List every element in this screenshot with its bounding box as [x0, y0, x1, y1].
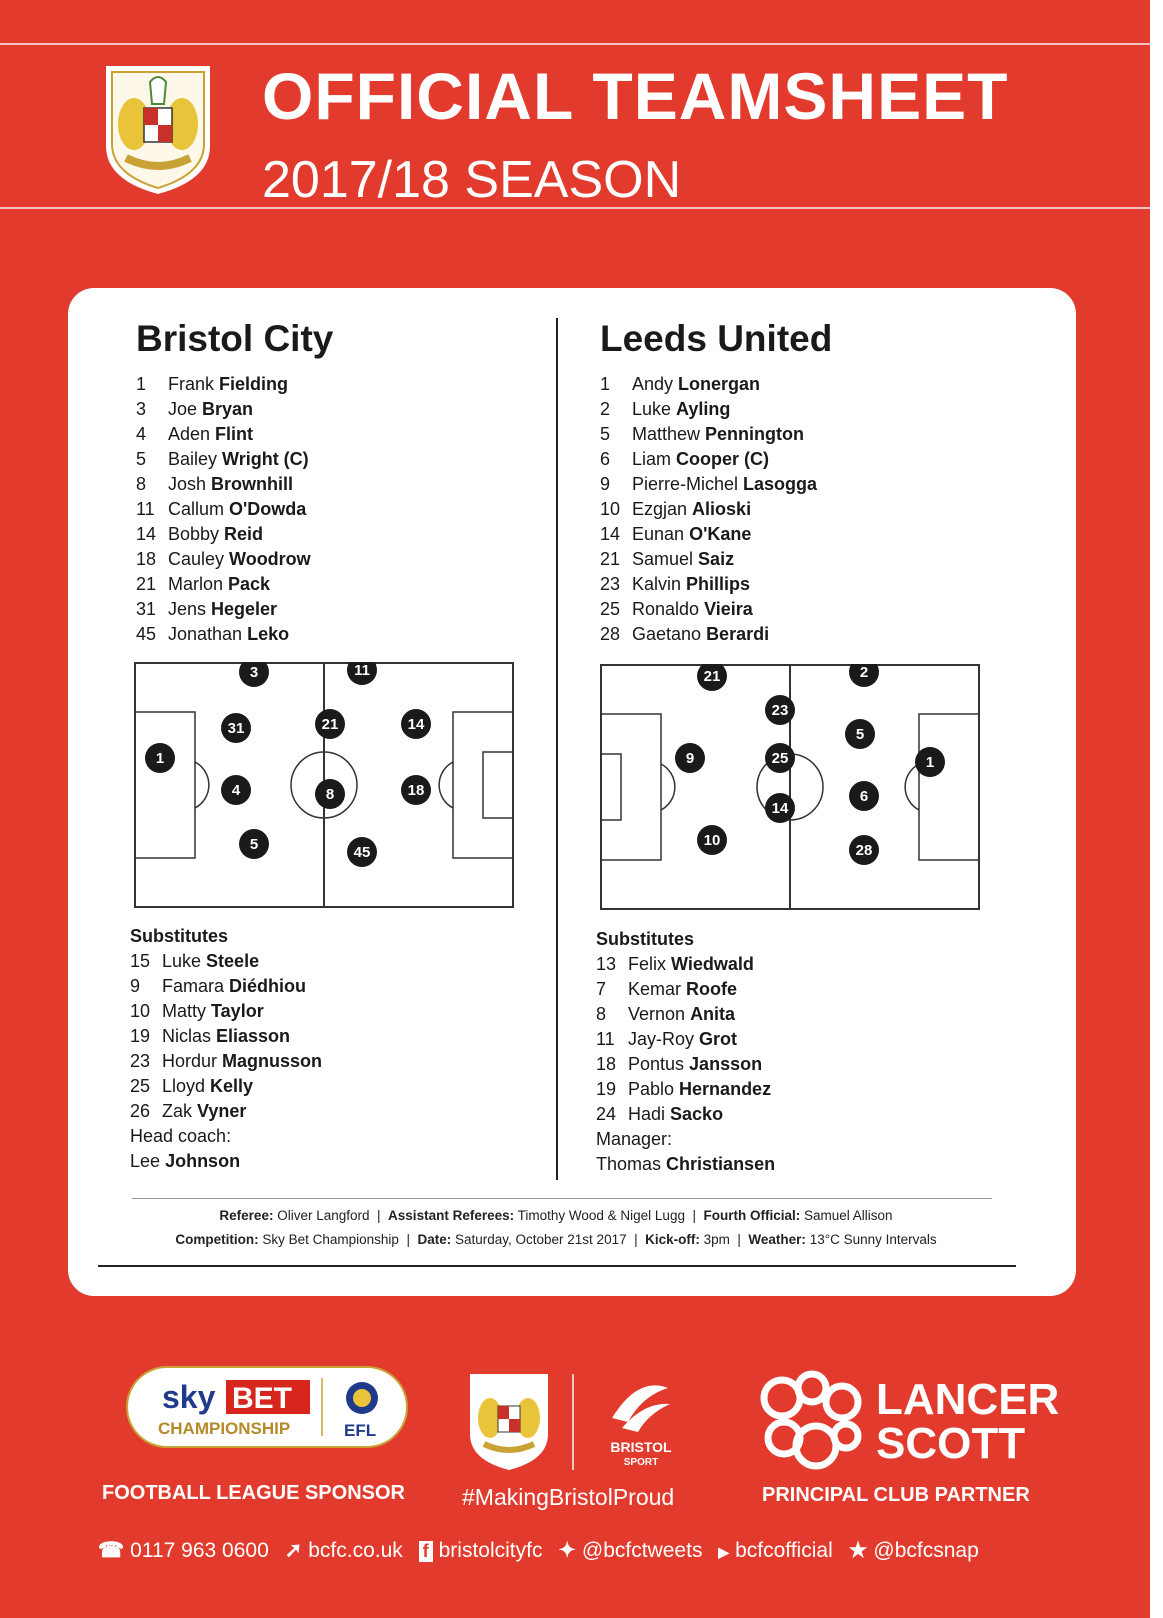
home-player-surname: Fielding: [219, 374, 289, 394]
home-player-surname: Wright (C): [222, 449, 309, 469]
away-sub-first-name: Felix: [628, 954, 672, 974]
home-sub-row: [130, 1049, 322, 1074]
home-sub-row: [130, 999, 322, 1024]
home-player-marker: [401, 775, 431, 805]
home-sub-first-name: Luke: [162, 951, 207, 971]
snapchat-handle[interactable]: @bcfcsnap: [873, 1539, 979, 1562]
kickoff-label: Kick-off:: [645, 1232, 700, 1247]
home-sub-number: 23: [130, 1051, 151, 1071]
away-player-marker: [845, 719, 875, 749]
home-sub-first-name: Niclas: [162, 1026, 217, 1046]
away-sub-number: 19: [596, 1079, 617, 1099]
away-player-row: [600, 372, 817, 397]
svg-text:8: 8: [325, 786, 335, 803]
home-sub-first-name: Famara: [162, 976, 230, 996]
away-player-marker: [697, 825, 727, 855]
away-player-marker: [849, 835, 879, 865]
away-sub-number: 13: [596, 954, 617, 974]
away-player-marker: [849, 781, 879, 811]
bristol-sport-line2: SPORT: [623, 1457, 659, 1468]
svg-text:4: 4: [231, 782, 241, 799]
home-sub-row: [130, 974, 322, 999]
svg-text:5: 5: [249, 836, 259, 853]
svg-text:9: 9: [685, 750, 695, 767]
home-coach: [130, 1149, 322, 1174]
away-sub-surname: Anita: [690, 1004, 736, 1024]
away-player-surname: Berardi: [706, 624, 770, 644]
match-date: Saturday, October 21st 2017: [454, 1232, 627, 1247]
youtube-handle[interactable]: bcfcofficial: [735, 1539, 833, 1562]
svg-text:1: 1: [925, 754, 935, 771]
away-player-row: [600, 622, 817, 647]
hashtag: #MakingBristolProud: [462, 1484, 675, 1510]
date-label: Date:: [417, 1232, 452, 1247]
svg-text:23: 23: [771, 702, 789, 719]
skybet-championship-text: CHAMPIONSHIP: [158, 1419, 291, 1438]
away-player-surname: Ayling: [676, 399, 731, 419]
away-player-surname: Lonergan: [678, 374, 761, 394]
away-sub-first-name: Hadi: [628, 1104, 671, 1124]
home-sub-surname: Taylor: [211, 1001, 264, 1021]
home-player-first-name: Frank: [168, 374, 220, 394]
away-sub-number: 11: [596, 1029, 615, 1049]
home-player-first-name: Josh: [168, 474, 212, 494]
home-sub-row: [130, 1024, 322, 1049]
weather: 13°C Sunny Intervals: [809, 1232, 937, 1247]
away-subs-list: [596, 952, 775, 1127]
away-sub-row: [596, 1027, 775, 1052]
bristol-city-small-crest: [466, 1370, 552, 1474]
home-player-row: [136, 547, 311, 572]
home-subs-block: [130, 924, 322, 1174]
home-player-number: 1: [136, 374, 147, 394]
away-player-surname: Pennington: [705, 424, 805, 444]
home-player-first-name: Bailey: [168, 449, 223, 469]
away-sub-row: [596, 1052, 775, 1077]
facebook-icon: f: [419, 1541, 433, 1562]
away-player-surname: Phillips: [686, 574, 751, 594]
home-formation-pitch: [134, 662, 514, 908]
season-subtitle: 2017/18 SEASON: [262, 151, 682, 209]
home-player-surname: Hegeler: [211, 599, 278, 619]
away-player-row: [600, 422, 817, 447]
home-sub-first-name: Hordur: [162, 1051, 223, 1071]
away-player-marker: [765, 793, 795, 823]
home-player-row: [136, 397, 311, 422]
match-officials: [96, 1204, 1016, 1252]
away-player-number: 21: [600, 549, 621, 569]
efl-text: EFL: [344, 1421, 377, 1440]
home-player-surname: Flint: [215, 424, 254, 444]
home-sub-row: [130, 1074, 322, 1099]
away-sub-surname: Wiedwald: [671, 954, 754, 974]
lancer-caption: PRINCIPAL CLUB PARTNER: [762, 1484, 1030, 1506]
home-sub-surname: Steele: [206, 951, 260, 971]
svg-text:10: 10: [703, 832, 721, 849]
away-sub-surname: Sacko: [670, 1104, 724, 1124]
home-player-row: [136, 572, 311, 597]
away-sub-row: [596, 952, 775, 977]
home-sub-surname: Kelly: [210, 1076, 254, 1096]
facebook-handle[interactable]: bristolcityfc: [438, 1539, 543, 1562]
away-player-surname: Cooper (C): [676, 449, 770, 469]
away-player-surname: Alioski: [692, 499, 752, 519]
home-sub-row: [130, 949, 322, 974]
bristol-sport-line1: BRISTOL: [610, 1439, 672, 1455]
away-sub-surname: Hernandez: [679, 1079, 772, 1099]
away-coach: [596, 1152, 775, 1177]
away-player-row: [600, 472, 817, 497]
home-sub-surname: Magnusson: [222, 1051, 323, 1071]
home-player-surname: Woodrow: [229, 549, 311, 569]
lancer-line1: LANCER: [876, 1375, 1060, 1424]
away-player-row: [600, 497, 817, 522]
home-sub-row: [130, 1099, 322, 1124]
officials-line-2: Competition: Sky Bet Championship | Date: Saturday, October 21st 2017 | Kick-off: 3pm | Weather: 13°C Sunny Intervals: [175, 1232, 937, 1247]
home-player-marker: [347, 837, 377, 867]
away-coach-label: Manager:: [596, 1129, 673, 1149]
home-sub-number: 9: [130, 976, 141, 996]
svg-text:2: 2: [859, 664, 869, 681]
away-player-first-name: Eunan: [632, 524, 690, 544]
home-sub-surname: Vyner: [197, 1101, 247, 1121]
home-player-first-name: Cauley: [168, 549, 230, 569]
home-sub-number: 19: [130, 1026, 151, 1046]
competition: Sky Bet Championship: [262, 1232, 399, 1247]
home-player-first-name: Bobby: [168, 524, 225, 544]
contact-bar: [98, 1538, 979, 1563]
twitter-handle[interactable]: @bcfctweets: [581, 1539, 703, 1562]
away-player-surname: Lasogga: [743, 474, 818, 494]
away-sub-number: 24: [596, 1104, 617, 1124]
away-starting-list: [600, 372, 817, 647]
home-player-row: [136, 622, 311, 647]
home-coach-last: Johnson: [165, 1151, 241, 1171]
home-player-number: 5: [136, 449, 147, 469]
svg-text:25: 25: [771, 750, 789, 767]
away-player-first-name: Samuel: [632, 549, 699, 569]
away-subs-heading: Substitutes: [596, 929, 695, 949]
home-player-row: [136, 422, 311, 447]
home-sub-first-name: Lloyd: [162, 1076, 211, 1096]
referee-label: Referee:: [219, 1208, 274, 1223]
fourth-official-label: Fourth Official:: [703, 1208, 801, 1223]
home-coach-label: Head coach:: [130, 1126, 232, 1146]
svg-text:14: 14: [771, 800, 789, 817]
home-player-number: 18: [136, 549, 157, 569]
away-sub-first-name: Vernon: [628, 1004, 691, 1024]
home-coach-first: Lee: [130, 1151, 161, 1171]
svg-text:5: 5: [855, 726, 865, 743]
away-sub-first-name: Pablo: [628, 1079, 680, 1099]
home-player-first-name: Marlon: [168, 574, 229, 594]
away-player-row: [600, 447, 817, 472]
away-team-name: Leeds United: [600, 318, 833, 359]
home-player-number: 45: [136, 624, 157, 644]
home-player-surname: Pack: [228, 574, 271, 594]
home-sub-first-name: Zak: [162, 1101, 198, 1121]
officials-top-rule: [132, 1198, 992, 1199]
assistant-referees: Timothy Wood & Nigel Lugg: [517, 1208, 685, 1223]
svg-text:14: 14: [407, 716, 425, 733]
lancer-scott-rings-logo: [756, 1370, 866, 1474]
away-coach-first: Thomas: [596, 1154, 662, 1174]
team-divider: [556, 318, 558, 1180]
home-player-number: 11: [136, 499, 155, 519]
home-starting-list: [136, 372, 311, 647]
away-player-number: 28: [600, 624, 621, 644]
home-player-surname: Reid: [224, 524, 264, 544]
away-player-row: [600, 522, 817, 547]
home-sub-surname: Eliasson: [216, 1026, 291, 1046]
bristol-sport-logo: [598, 1374, 684, 1468]
svg-text:21: 21: [703, 668, 721, 685]
home-player-marker: [221, 713, 251, 743]
away-subs-block: [596, 927, 775, 1177]
home-subs-list: [130, 949, 322, 1124]
home-player-marker: [221, 775, 251, 805]
away-player-first-name: Matthew: [632, 424, 706, 444]
away-player-number: 10: [600, 499, 621, 519]
away-sub-row: [596, 1102, 775, 1127]
phone-number[interactable]: 0117 963 0600: [130, 1539, 269, 1562]
home-player-marker: [315, 779, 345, 809]
home-sub-first-name: Matty: [162, 1001, 212, 1021]
home-player-first-name: Jens: [168, 599, 212, 619]
away-player-row: [600, 597, 817, 622]
svg-text:31: 31: [227, 720, 245, 737]
twitter-icon: ✦: [558, 1539, 576, 1562]
away-player-first-name: Ezgjan: [632, 499, 693, 519]
away-player-surname: O'Kane: [689, 524, 752, 544]
away-player-first-name: Gaetano: [632, 624, 707, 644]
skybet-caption: FOOTBALL LEAGUE SPONSOR: [102, 1482, 405, 1504]
home-player-marker: [401, 709, 431, 739]
away-formation-pitch: [600, 664, 980, 910]
home-player-row: [136, 472, 311, 497]
lancer-scott-wordmark: [876, 1375, 1060, 1468]
home-player-surname: Leko: [247, 624, 290, 644]
away-sub-first-name: Kemar: [628, 979, 687, 999]
home-sub-number: 25: [130, 1076, 151, 1096]
assistants-label: Assistant Referees:: [388, 1208, 515, 1223]
away-player-first-name: Ronaldo: [632, 599, 705, 619]
away-player-first-name: Andy: [632, 374, 679, 394]
home-sub-number: 15: [130, 951, 151, 971]
home-player-first-name: Jonathan: [168, 624, 248, 644]
away-sub-surname: Grot: [699, 1029, 738, 1049]
home-player-number: 4: [136, 424, 147, 444]
away-player-number: 6: [600, 449, 611, 469]
sponsor-divider: [572, 1374, 574, 1470]
svg-text:28: 28: [855, 842, 873, 859]
home-player-row: [136, 447, 311, 472]
home-player-surname: Brownhill: [211, 474, 294, 494]
home-player-first-name: Aden: [168, 424, 216, 444]
phone-icon: ☎: [98, 1539, 125, 1562]
away-coach-last: Christiansen: [666, 1154, 776, 1174]
away-player-marker: [765, 695, 795, 725]
fourth-official: Samuel Allison: [804, 1208, 893, 1223]
away-player-number: 14: [600, 524, 621, 544]
away-player-first-name: Liam: [632, 449, 677, 469]
away-player-number: 1: [600, 374, 611, 394]
weather-label: Weather:: [748, 1232, 806, 1247]
kickoff: 3pm: [703, 1232, 730, 1247]
away-sub-number: 18: [596, 1054, 617, 1074]
away-player-marker: [765, 743, 795, 773]
svg-text:11: 11: [354, 662, 370, 679]
home-player-marker: [145, 743, 175, 773]
away-player-number: 9: [600, 474, 611, 494]
competition-label: Competition:: [175, 1232, 259, 1247]
away-player-row: [600, 572, 817, 597]
home-player-first-name: Callum: [168, 499, 230, 519]
home-player-row: [136, 597, 311, 622]
svg-text:3: 3: [249, 664, 259, 681]
away-player-first-name: Luke: [632, 399, 677, 419]
away-player-row: [600, 547, 817, 572]
svg-text:6: 6: [859, 788, 869, 805]
home-player-row: [136, 372, 311, 397]
home-player-row: [136, 497, 311, 522]
youtube-icon: ▶: [718, 1544, 730, 1560]
away-player-marker: [915, 747, 945, 777]
home-team-name: Bristol City: [136, 318, 334, 359]
skybet-bet-text: BET: [232, 1382, 292, 1415]
home-player-surname: O'Dowda: [229, 499, 307, 519]
home-player-number: 8: [136, 474, 147, 494]
svg-text:18: 18: [407, 782, 425, 799]
snapchat-icon: ★: [848, 1539, 868, 1562]
away-sub-row: [596, 977, 775, 1002]
away-player-first-name: Pierre-Michel: [632, 474, 744, 494]
home-player-number: 14: [136, 524, 157, 544]
page-title: OFFICIAL TEAMSHEET: [262, 59, 1009, 133]
referee: Oliver Langford: [277, 1208, 370, 1223]
home-player-number: 31: [136, 599, 157, 619]
home-sub-surname: Diédhiou: [229, 976, 307, 996]
bristol-city-crest-logo: [100, 62, 216, 198]
away-player-number: 23: [600, 574, 621, 594]
away-sub-row: [596, 1077, 775, 1102]
away-player-first-name: Kalvin: [632, 574, 687, 594]
away-sub-surname: Jansson: [689, 1054, 763, 1074]
home-sub-number: 10: [130, 1001, 151, 1021]
home-sub-number: 26: [130, 1101, 151, 1121]
away-player-number: 2: [600, 399, 611, 419]
home-player-marker: [239, 829, 269, 859]
home-player-marker: [315, 709, 345, 739]
away-player-number: 25: [600, 599, 621, 619]
away-sub-surname: Roofe: [686, 979, 738, 999]
away-player-marker: [675, 743, 705, 773]
away-player-surname: Saiz: [698, 549, 735, 569]
website-link[interactable]: bcfc.co.uk: [308, 1539, 403, 1562]
officials-bottom-rule: [98, 1265, 1016, 1267]
away-sub-number: 8: [596, 1004, 607, 1024]
home-subs-heading: Substitutes: [130, 926, 229, 946]
home-player-surname: Bryan: [202, 399, 254, 419]
away-sub-first-name: Pontus: [628, 1054, 690, 1074]
skybet-championship-logo: [126, 1366, 408, 1448]
away-player-row: [600, 397, 817, 422]
svg-text:45: 45: [353, 844, 371, 861]
home-player-number: 21: [136, 574, 157, 594]
svg-text:1: 1: [155, 750, 165, 767]
home-player-row: [136, 522, 311, 547]
away-sub-first-name: Jay-Roy: [628, 1029, 700, 1049]
skybet-sky-text: sky: [162, 1379, 216, 1415]
home-player-first-name: Joe: [168, 399, 203, 419]
away-sub-number: 7: [596, 979, 607, 999]
lancer-line2: SCOTT: [876, 1419, 1026, 1468]
away-player-number: 5: [600, 424, 611, 444]
away-sub-row: [596, 1002, 775, 1027]
away-player-surname: Vieira: [704, 599, 753, 619]
svg-text:21: 21: [321, 716, 339, 733]
header-top-rule: [0, 43, 1150, 45]
home-player-number: 3: [136, 399, 147, 419]
cursor-icon: ➚: [284, 1539, 303, 1562]
officials-line-1: Referee: Oliver Langford | Assistant Referees: Timothy Wood & Nigel Lugg | Fourth Official: Samuel Allison: [219, 1208, 893, 1223]
